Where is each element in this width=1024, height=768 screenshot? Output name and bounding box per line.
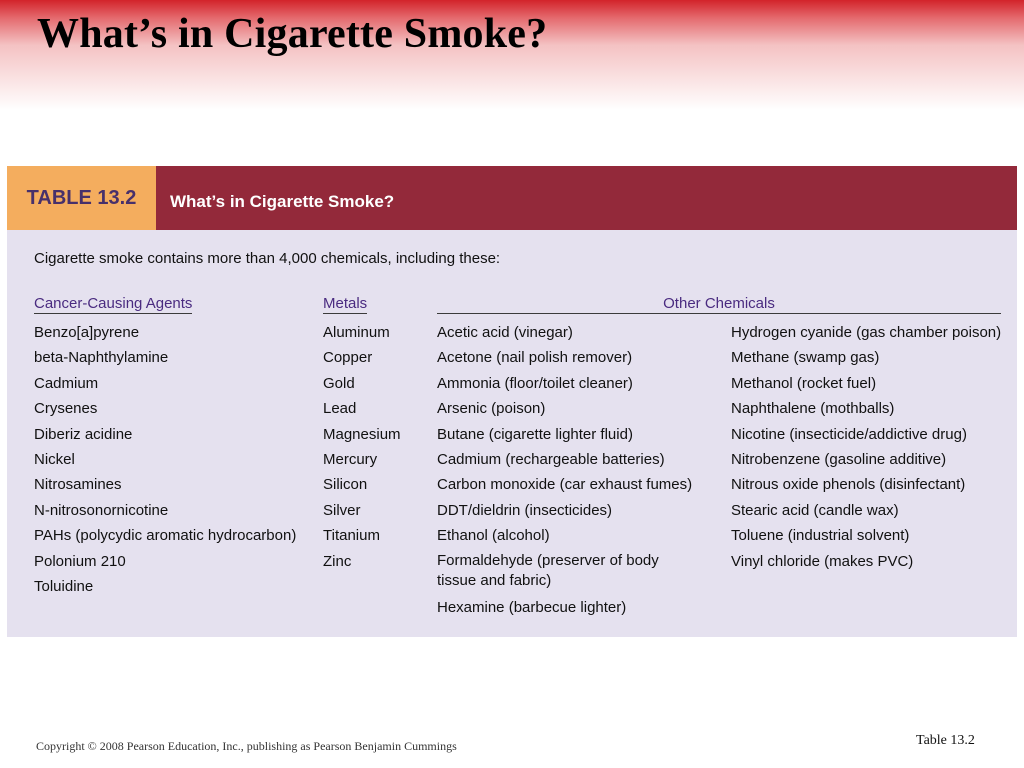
list-item: Nickel: [34, 451, 75, 469]
list-item: Magnesium: [323, 425, 401, 443]
table-title: What’s in Cigarette Smoke?: [156, 166, 1017, 230]
list-item: Stearic acid (candle wax): [731, 501, 899, 519]
list-item: Gold: [323, 374, 355, 392]
copyright-footer: Copyright © 2008 Pearson Education, Inc., publishing as Pearson Benjamin Cummings: [36, 739, 457, 753]
cancer-agents-heading: Cancer-Causing Agents: [34, 295, 193, 312]
table-reference: Table 13.2: [916, 733, 975, 748]
list-item: PAHs (polycydic aromatic hydrocarbon): [34, 527, 297, 545]
list-item: Carbon monoxide (car exhaust fumes): [437, 476, 693, 494]
list-item: Nitrosamines: [34, 476, 122, 494]
slide-title: What’s in Cigarette Smoke?: [37, 11, 548, 57]
table-header: [7, 166, 1017, 230]
list-item: Ethanol (alcohol): [437, 527, 550, 545]
list-item: Toluene (industrial solvent): [731, 527, 910, 545]
list-item: Naphthalene (mothballs): [731, 400, 895, 418]
list-item: Diberiz acidine: [34, 425, 133, 443]
list-item: Nitrous oxide phenols (disinfectant): [731, 476, 966, 494]
list-item: Arsenic (poison): [437, 400, 546, 418]
other-chemicals-list-1: [437, 320, 697, 620]
list-item: Mercury: [323, 451, 378, 469]
list-item: Butane (cigarette lighter fluid): [437, 425, 633, 443]
list-item: Nicotine (insecticide/addictive drug): [731, 425, 967, 443]
list-item: Silicon: [323, 476, 368, 494]
list-item: Formaldehyde (preserver of body tissue and fabric): [437, 551, 659, 589]
list-item: Hexamine (barbecue lighter): [437, 598, 627, 616]
other-chemicals-heading: Other Chemicals: [437, 295, 1001, 314]
list-item: Methane (swamp gas): [731, 349, 880, 367]
list-item: Polonium 210: [34, 552, 126, 570]
list-item: Toluidine: [34, 578, 94, 596]
cancer-agents-list: [34, 320, 296, 599]
list-item: Titanium: [323, 527, 380, 545]
list-item: beta-Naphthylamine: [34, 349, 169, 367]
list-item: Aluminum: [323, 324, 390, 341]
list-item: Silver: [323, 501, 361, 519]
list-item: Crysenes: [34, 400, 98, 418]
table-intro: Cigarette smoke contains more than 4,000 chemicals, including these:: [34, 250, 501, 267]
list-item: Acetic acid (vinegar): [437, 324, 573, 341]
metals-heading: Metals: [323, 295, 368, 312]
list-item: Acetone (nail polish remover): [437, 349, 633, 367]
list-item: Copper: [323, 349, 373, 367]
other-chemicals-list-2: [731, 320, 1001, 574]
list-item: Zinc: [323, 552, 352, 570]
list-item: DDT/dieldrin (insecticides): [437, 501, 613, 519]
table-number-label: TABLE 13.2: [7, 166, 156, 230]
list-item: Cadmium (rechargeable batteries): [437, 451, 665, 469]
list-item: Nitrobenzene (gasoline additive): [731, 451, 947, 469]
list-item: Ammonia (floor/toilet cleaner): [437, 374, 633, 392]
metals-list: [323, 320, 401, 574]
list-item: Benzo[a]pyrene: [34, 324, 140, 341]
list-item: Cadmium: [34, 374, 99, 392]
list-item: Methanol (rocket fuel): [731, 374, 877, 392]
list-item: Lead: [323, 400, 357, 418]
list-item: Vinyl chloride (makes PVC): [731, 552, 914, 570]
list-item: N-nitrosonornicotine: [34, 501, 169, 519]
list-item: Hydrogen cyanide (gas chamber poison): [731, 324, 1002, 341]
chemicals-table: [7, 166, 1017, 637]
